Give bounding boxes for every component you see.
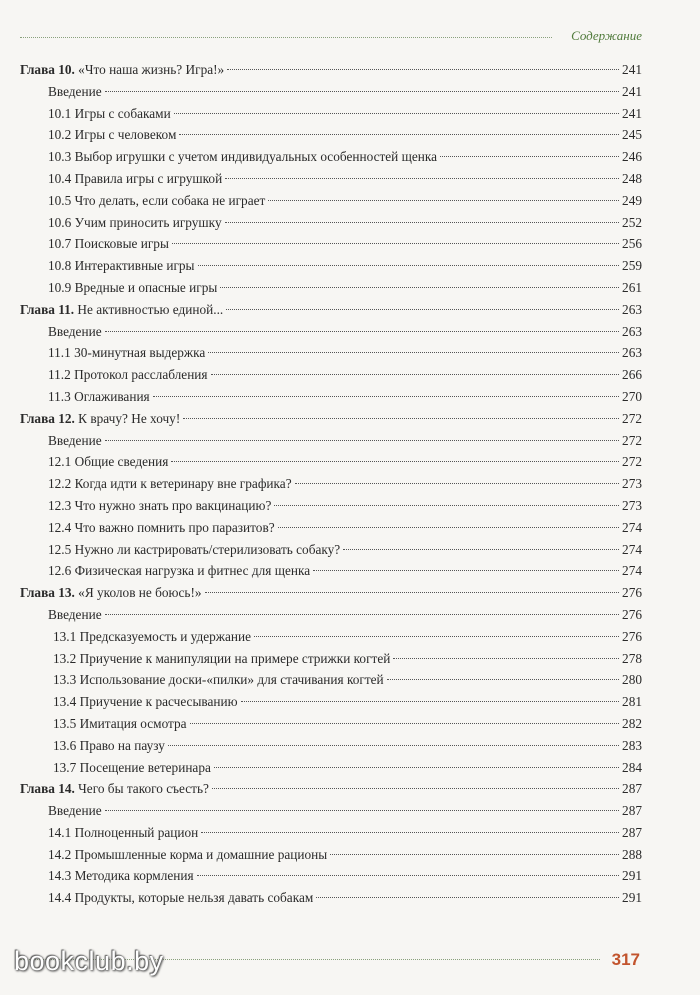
toc-entry-label [53,735,165,757]
toc-section-row [20,604,642,626]
dot-leader [241,701,619,702]
toc-section-row [20,865,642,887]
dot-leader [172,243,619,244]
toc-section-row [20,757,642,779]
toc-section-row [20,233,642,255]
toc-section-row [20,539,642,561]
toc-entry-label [20,408,180,430]
toc-entry-label [48,430,102,452]
toc-entry-title: 12.2 Когда идти к ветеринару вне графика? [48,476,292,492]
toc-entry-title: 12.3 Что нужно знать про вакцинацию? [48,497,272,513]
dot-leader [330,854,619,855]
toc-page-number: 256 [622,236,642,252]
toc-page-number: 274 [622,563,642,579]
dot-leader [440,156,619,157]
dot-leader [183,418,619,419]
running-header-title: Содержание [571,28,642,43]
toc-entry-title: 13.6 Право на паузу [53,737,165,753]
toc-entry-title: Введение [48,323,102,339]
toc-section-row [20,190,642,212]
toc-chapter-number: Глава 10. [20,62,75,77]
toc-entry-label [48,604,102,626]
toc-entry-label [53,691,238,713]
toc-entry-label [48,364,208,386]
toc-section-row [20,342,642,364]
toc-chapter-row [20,408,642,430]
toc-entry-title: 14.1 Полноценный рацион [48,824,199,840]
toc-entry-label [48,473,292,495]
toc-chapter-row [20,299,642,321]
toc-entry-title: 13.3 Использование доски-«пилки» для стачивания когтей [53,672,384,688]
toc-page-number: 280 [622,672,642,688]
toc-page-number: 273 [622,497,642,513]
toc-section-row [20,321,642,343]
toc-page-number: 241 [622,105,642,121]
dot-leader [198,265,620,266]
toc-entry-title: 13.7 Посещение ветеринара [53,759,211,775]
toc-entry-label [48,451,168,473]
toc-page-number: 241 [622,83,642,99]
toc-entry-label [48,146,437,168]
dot-leader [105,614,619,615]
toc-entry-label [48,887,313,909]
toc-entry-title: 12.1 Общие сведения [48,454,169,470]
toc-entry-label [48,560,310,582]
toc-entry-label [48,81,102,103]
toc-chapter-number: Глава 12. [20,410,75,426]
toc-entry-label [53,626,251,648]
dot-leader [190,723,619,724]
header-rule [20,37,552,38]
dot-leader [212,788,619,789]
toc-section-row [20,517,642,539]
toc-chapter-number: Глава 14. [20,781,75,797]
dot-leader [208,352,619,353]
toc-entry-label [48,800,102,822]
dot-leader [105,810,619,811]
toc-entry-title: 10.3 Выбор игрушки с учетом индивидуальных особенностей щенка [48,149,438,165]
toc-page-number: 272 [622,410,642,426]
toc-entry-title: Введение [48,606,102,622]
toc-entry-title: 10.2 Игры с человеком [48,127,177,143]
toc-page-number: 288 [622,846,642,862]
toc-entry-label [48,342,205,364]
dot-leader [201,832,619,833]
toc-page-number: 287 [622,824,642,840]
toc-page-number: 261 [622,279,642,295]
toc-entry-title: «Я уколов не боюсь!» [74,585,202,601]
toc-entry-label [48,517,275,539]
toc-entry-title: Введение [48,432,102,448]
toc-section-row [20,887,642,909]
toc-entry-title: 11.2 Протокол расслабления [48,367,208,383]
page-number: 317 [611,950,640,969]
toc-page-number: 278 [622,650,642,666]
toc-page-number: 287 [622,803,642,819]
watermark: bookclub.by [14,946,164,976]
toc-entry-label [48,190,265,212]
toc-entry-label [48,277,217,299]
toc-entry-title: 13.5 Имитация осмотра [53,715,187,731]
toc-chapter-row [20,59,642,81]
toc-entry-title: 11.3 Оглаживания [48,388,150,404]
toc-page-number: 252 [622,214,642,230]
toc-entry-title: 10.8 Интерактивные игры [48,258,195,274]
toc-section-row [20,451,642,473]
toc-entry-label [48,865,194,887]
toc-section-row [20,81,642,103]
toc-section-row [20,168,642,190]
toc-entry-label [48,386,150,408]
toc-entry-title: Чего бы такого съесть? [74,781,209,797]
toc-entry-label [48,539,340,561]
toc-entry-title: 14.3 Методика кормления [48,868,194,884]
toc-entry-title: 10.4 Правила игры с игрушкой [48,170,223,186]
toc-section-row [20,844,642,866]
toc-entry-label [48,233,169,255]
toc-page-number: 246 [622,149,642,165]
toc-section-row [20,255,642,277]
toc-page-number: 274 [622,519,642,535]
dot-leader [105,331,619,332]
toc-entry-title: К врачу? Не хочу! [74,410,181,426]
toc-page-number: 284 [622,759,642,775]
dot-leader [278,527,619,528]
toc-page-number: 274 [622,541,642,557]
dot-leader [105,440,619,441]
dot-leader [387,679,619,680]
running-header [20,28,642,44]
toc-section-row [20,386,642,408]
toc-entry-label [53,648,390,670]
toc-entry-title: Не активностью единой... [74,301,224,317]
toc-section-row [20,146,642,168]
dot-leader [268,200,619,201]
toc-entry-title: 13.2 Приучение к манипуляции на примере стрижки когтей [53,650,391,666]
toc-page-number: 263 [622,301,642,317]
toc-section-row [20,735,642,757]
toc-section-row [20,691,642,713]
toc-page-number: 248 [622,170,642,186]
dot-leader [197,875,619,876]
toc-page-number: 276 [622,628,642,644]
toc-page-number: 241 [622,62,642,77]
toc-entry-title: 11.1 30-минутная выдержка [48,345,206,361]
toc-page-number: 287 [622,781,642,797]
toc-entry-title: 10.9 Вредные и опасные игры [48,279,218,295]
dot-leader [254,636,619,637]
toc-chapter-row [20,582,642,604]
dot-leader [174,113,619,114]
toc-section-row [20,364,642,386]
toc-page-number: 291 [622,868,642,884]
toc-entry-title: «Что наша жизнь? Игра!» [74,62,225,77]
toc-entry-label [48,168,222,190]
toc-page-number: 291 [622,890,642,906]
toc-entry-title: 10.6 Учим приносить игрушку [48,214,222,230]
toc-section-row [20,124,642,146]
toc-page-number: 249 [622,192,642,208]
toc-section-row [20,648,642,670]
dot-leader [295,483,619,484]
toc-entry-label [48,495,271,517]
dot-leader [205,592,620,593]
toc-section-row [20,669,642,691]
toc-entry-title: 12.6 Физическая нагрузка и фитнес для щенка [48,563,311,579]
toc-entry-label [48,255,195,277]
toc-entry-label [20,59,224,81]
toc-chapter-number: Глава 11. [20,301,75,317]
toc-entry-label [53,669,384,691]
toc-entry-title: Введение [48,83,102,99]
toc-page-number: 245 [622,127,642,143]
toc-page-number: 281 [622,694,642,710]
dot-leader [214,767,619,768]
toc-entry-title: 12.5 Нужно ли кастрировать/стерилизовать собаку? [48,541,341,557]
dot-leader [393,658,619,659]
toc-entry-label [20,582,202,604]
toc-page-number: 263 [622,323,642,339]
toc-section-row [20,822,642,844]
toc-entry-label [48,844,327,866]
toc-entry-label [48,321,102,343]
dot-leader [179,134,619,135]
toc-section-row [20,800,642,822]
toc-page-number: 273 [622,476,642,492]
dot-leader [211,374,620,375]
dot-leader [105,91,619,92]
toc-entry-title: 14.2 Промышленные корма и домашние рационы [48,846,328,862]
toc-entry-title: 14.4 Продукты, которые нельзя давать собакам [48,890,314,906]
dot-leader [226,309,619,310]
toc-page-number: 272 [622,454,642,470]
toc-entry-label [48,822,198,844]
toc-section-row [20,626,642,648]
toc-section-row [20,473,642,495]
toc-section-row [20,430,642,452]
dot-leader [343,549,619,550]
toc-page-number: 263 [622,345,642,361]
toc-entry-label [48,124,176,146]
toc-page-number: 266 [622,367,642,383]
toc-page-number: 276 [622,606,642,622]
toc-page-number: 282 [622,715,642,731]
toc-page-number: 272 [622,432,642,448]
toc-entry-title: 13.4 Приучение к расчесыванию [53,694,238,710]
dot-leader [274,505,619,506]
dot-leader [225,178,619,179]
toc-section-row [20,277,642,299]
toc-section-row [20,212,642,234]
toc-chapter-number: Глава 13. [20,585,75,601]
toc-entry-label [20,778,209,800]
toc-section-row [20,713,642,735]
toc-entry-title: 12.4 Что важно помнить про паразитов? [48,519,275,535]
dot-leader [316,897,619,898]
dot-leader [227,69,619,70]
table-of-contents [20,59,642,909]
dot-leader [171,461,619,462]
dot-leader [225,222,619,223]
toc-entry-label [48,103,171,125]
toc-entry-label [48,212,222,234]
toc-page-number: 283 [622,737,642,753]
toc-entry-label [20,299,223,321]
dot-leader [313,570,619,571]
dot-leader [153,396,619,397]
toc-entry-label [53,713,187,735]
toc-section-row [20,560,642,582]
toc-page-number: 270 [622,388,642,404]
toc-entry-title: Введение [48,803,102,819]
toc-entry-title: 10.1 Игры с собаками [48,105,171,121]
toc-entry-label [53,757,211,779]
toc-section-row [20,495,642,517]
dot-leader [220,287,619,288]
toc-chapter-row [20,778,642,800]
toc-section-row [20,103,642,125]
toc-entry-title: 10.7 Поисковые игры [48,236,169,252]
toc-entry-title: 13.1 Предсказуемость и удержание [53,628,252,644]
dot-leader [168,745,619,746]
toc-entry-title: 10.5 Что делать, если собака не играет [48,192,266,208]
toc-page-number: 259 [622,258,642,274]
toc-page-number: 276 [622,585,642,601]
